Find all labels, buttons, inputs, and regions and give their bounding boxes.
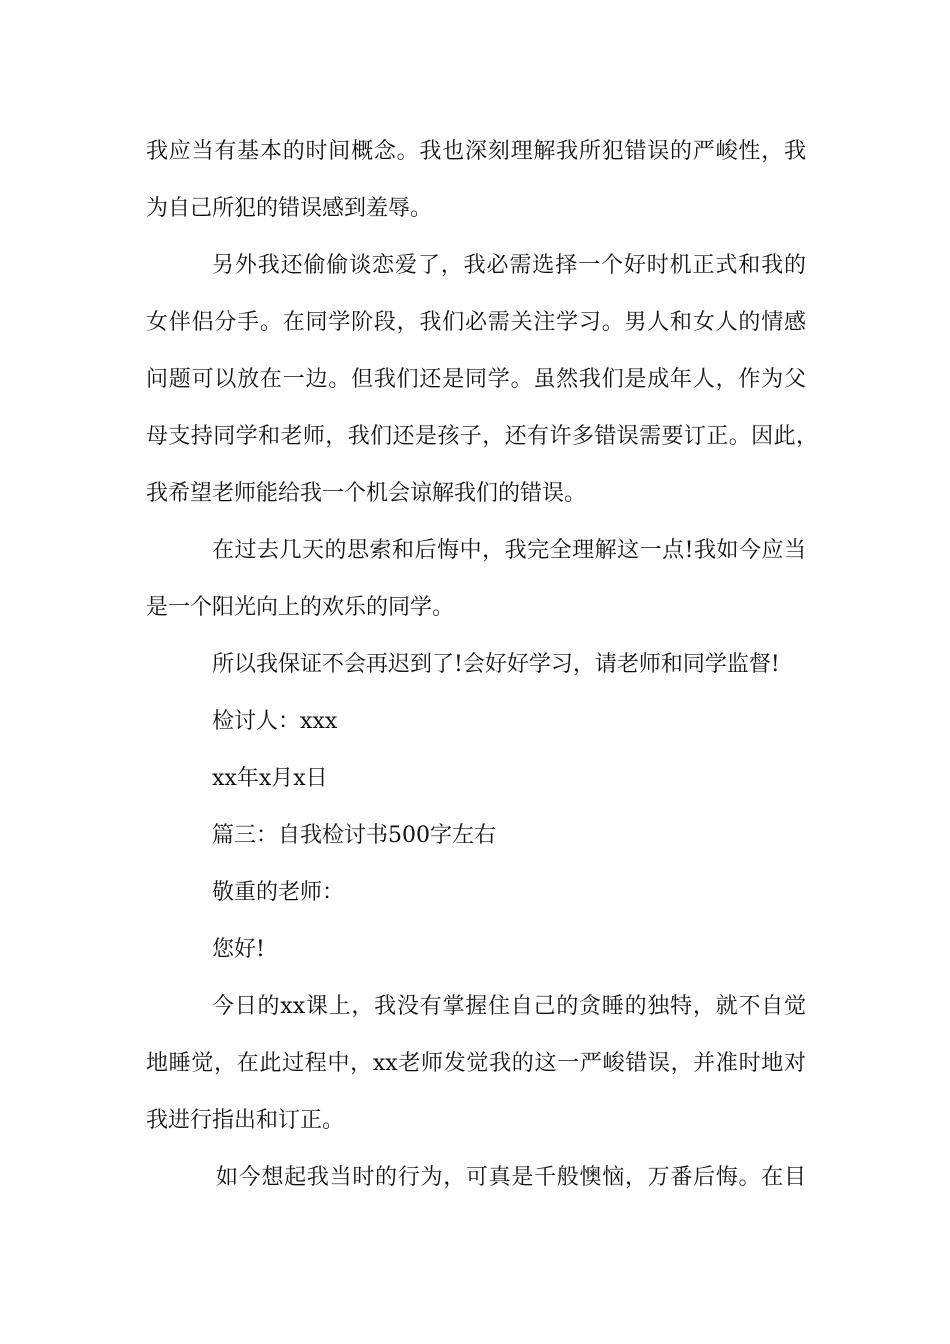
- paragraph-line: 为自己所犯的错误感到羞辱。: [146, 196, 433, 221]
- greeting: 您好!: [212, 937, 265, 962]
- paragraph-line: 地睡觉，在此过程中，xx老师发觉我的这一严峻错误，并准时地对: [146, 1051, 806, 1076]
- section-heading: 篇三：自我检讨书500字左右: [212, 823, 496, 848]
- paragraph-line: 我希望老师能给我一个机会谅解我们的错误。: [146, 481, 587, 506]
- paragraph-line: 如今想起我当时的行为，可真是千般懊恼，万番后悔。在目: [216, 1165, 806, 1190]
- paragraph-line: 我应当有基本的时间概念。我也深刻理解我所犯错误的严峻性，我: [146, 139, 806, 164]
- paragraph-line: 我进行指出和订正。: [146, 1108, 345, 1133]
- paragraph-line: 另外我还偷偷谈恋爱了，我必需选择一个好时机正式和我的: [212, 253, 806, 278]
- paragraph-line: 问题可以放在一边。但我们还是同学。虽然我们是成年人，作为父: [146, 367, 806, 392]
- date-line: xx年x月x日: [212, 766, 328, 791]
- paragraph-line: 在过去几天的思索和后悔中，我完全理解这一点!我如今应当: [212, 538, 806, 563]
- signature-label: 检讨人：xxx: [212, 709, 338, 734]
- paragraph-line: 是一个阳光向上的欢乐的同学。: [146, 595, 455, 620]
- paragraph-line: 女伴侣分手。在同学阶段，我们必需关注学习。男人和女人的情感: [146, 310, 806, 335]
- paragraph-line: 所以我保证不会再迟到了!会好好学习，请老师和同学监督!: [212, 652, 780, 677]
- salutation: 敬重的老师：: [212, 880, 345, 905]
- paragraph-line: 今日的xx课上，我没有掌握住自己的贪睡的独特，就不自觉: [212, 994, 806, 1019]
- paragraph-line: 母支持同学和老师，我们还是孩子，还有许多错误需要订正。因此，: [146, 424, 818, 449]
